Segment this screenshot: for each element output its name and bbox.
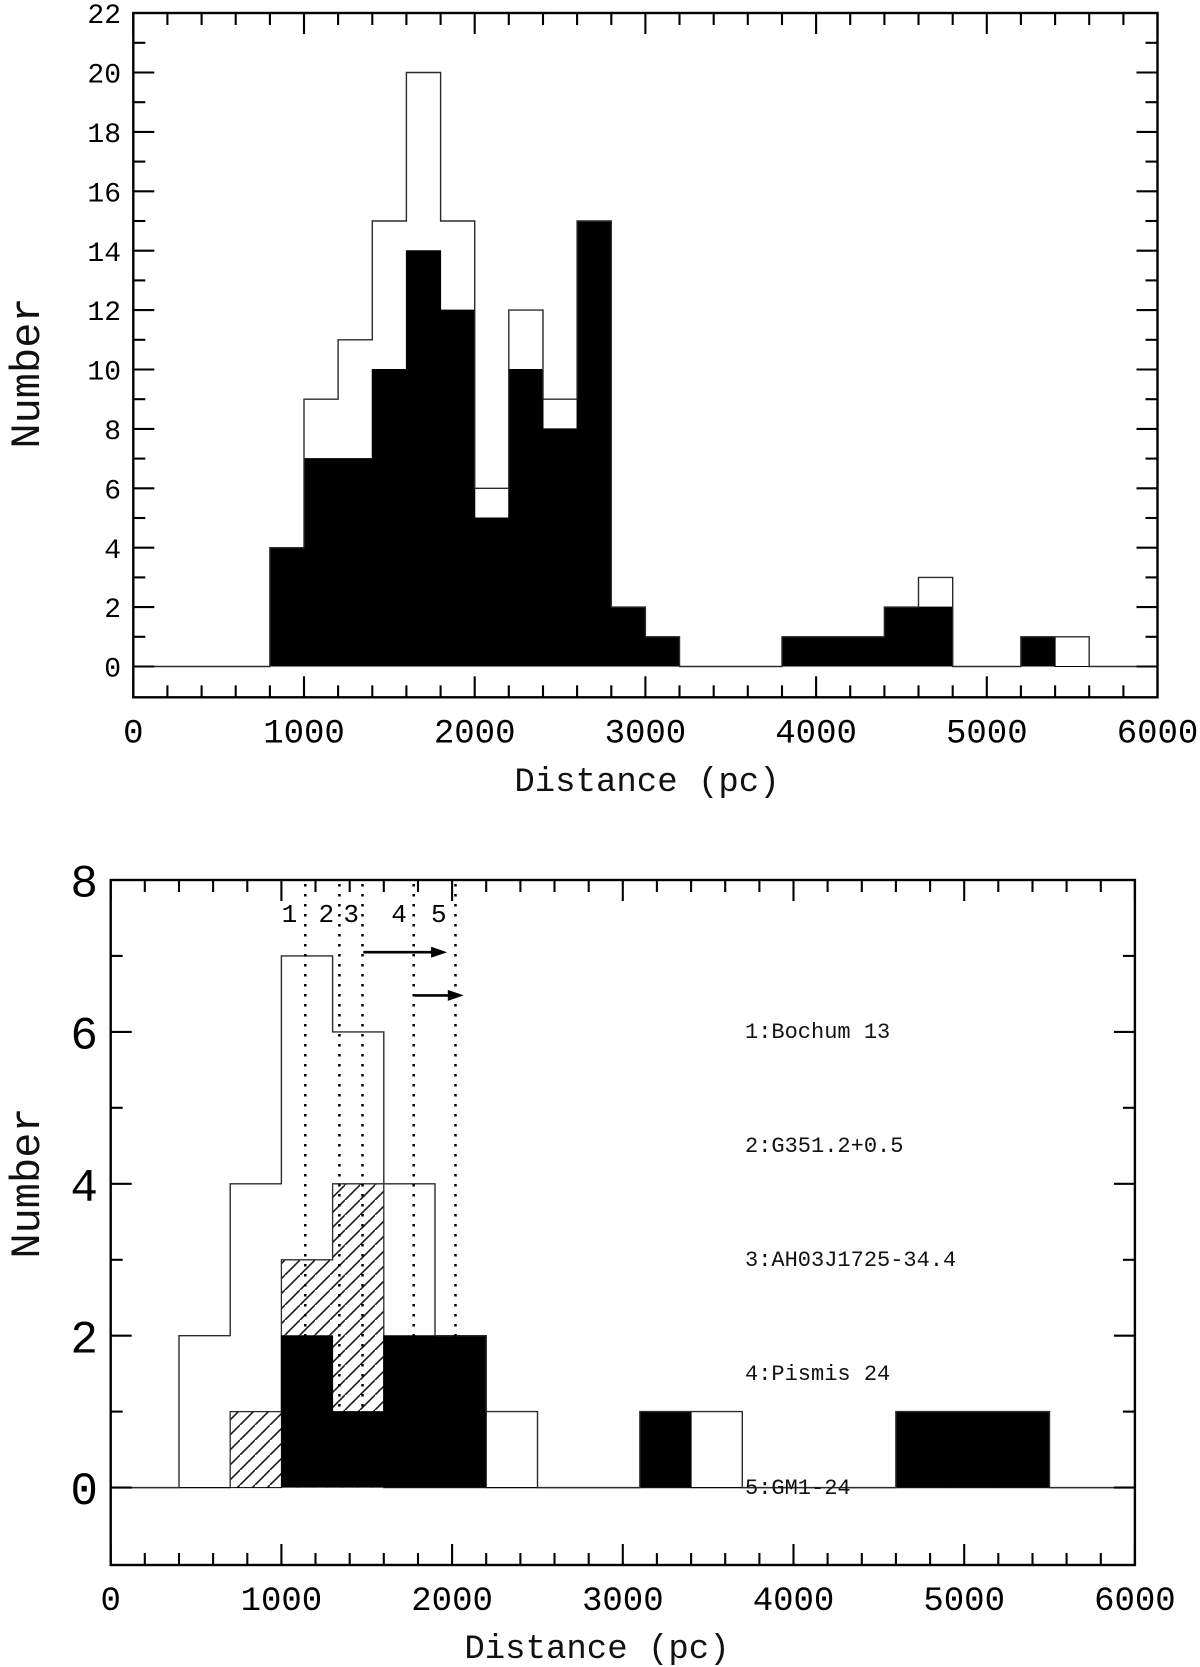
panel-top-filled-bar [884,607,919,666]
x-tick-label: 5000 [923,1583,1006,1621]
panel-top-filled-bar [338,459,373,667]
x-tick-label: 1000 [240,1583,323,1621]
cluster-number-label-5: 5 [430,899,447,930]
cluster-number-label-1: 1 [281,899,298,930]
y-tick-label: 4 [70,1162,98,1215]
y-tick-label: 8 [104,417,121,448]
lower-limit-arrow-1 [363,947,447,958]
y-tick-label: 12 [87,298,121,330]
top-panel-y-axis-title: Number [4,297,52,449]
bottom-panel-y-axis-title: Number [4,1107,52,1259]
y-tick-label: 2 [104,595,121,627]
y-tick-label: 20 [87,60,121,92]
panel-top-filled-bar [474,518,509,667]
panel-top-filled-bar [1021,637,1056,667]
bottom-panel [70,859,1175,1621]
y-tick-label: 18 [87,120,121,151]
top-panel [87,1,1198,753]
y-tick-label: 10 [87,357,121,389]
panel-top-filled-bar [406,251,441,667]
panel-top-filled-bar [645,637,680,667]
panel-top-filled-histogram [133,221,1157,667]
y-tick-label: 14 [87,238,121,270]
cluster-number-label-3: 3 [343,899,360,930]
panel-top-filled-bar [304,459,339,667]
legend-line-3: 3:AH03J1725-34.4 [745,1248,957,1273]
panel-top-filled-bar [440,310,475,666]
panel-top-filled-bar [782,637,817,667]
panel-bottom-x-tick-labels [100,1583,1175,1621]
y-tick-label: 0 [104,654,121,686]
y-tick-label: 0 [70,1466,98,1519]
panel-bottom-hatched-bar [230,1412,282,1488]
panel-bottom-filled-bar [281,1336,333,1488]
x-tick-label: 0 [100,1583,121,1621]
panel-top-filled-bar [918,607,953,666]
cluster-number-label-2: 2 [318,899,335,930]
panel-bottom-y-tick-labels [70,859,98,1519]
top-panel-x-axis-title: Distance (pc) [514,764,780,802]
panel-top-filled-bar [850,637,885,667]
panel-top-filled-bar [543,429,578,667]
y-tick-label: 16 [87,179,121,211]
y-tick-label: 22 [87,1,121,33]
x-tick-label: 3000 [604,715,687,754]
x-tick-label: 3000 [581,1583,664,1621]
panel-bottom-open-outline [111,956,1135,1488]
x-tick-label: 2000 [433,715,516,754]
y-tick-label: 2 [70,1314,98,1367]
legend-line-2: 2:G351.2+0.5 [745,1134,904,1159]
cluster-number-label-4: 4 [391,899,407,930]
panel-top-x-tick-labels [123,715,1198,753]
panel-top-filled-bar [270,548,305,667]
x-tick-label: 1000 [263,715,345,754]
bottom-panel-x-axis-title: Distance (pc) [464,1631,730,1667]
panel-top-y-tick-labels [87,1,121,685]
panel-bottom-filled-bar [435,1336,487,1488]
x-tick-label: 6000 [1094,1583,1176,1621]
panel-bottom-filled-bar [640,1412,692,1488]
panel-top-filled-bar [508,370,543,667]
y-tick-label: 4 [104,535,121,567]
panel-bottom-filled-bar [383,1336,435,1488]
panel-bottom-filled-bar [998,1412,1050,1488]
x-tick-label: 6000 [1116,715,1199,754]
panel-top-filled-bar [577,221,612,667]
x-tick-label: 2000 [411,1583,493,1621]
panel-top-filled-bar [372,370,407,667]
y-tick-label: 6 [104,476,121,508]
x-tick-label: 4000 [752,1583,835,1621]
panel-bottom-open-histogram [111,956,1135,1488]
lower-limit-arrow-2 [415,990,464,1001]
legend-line-4: 4:Pismis 24 [745,1362,891,1387]
legend-line-5: 5:GM1-24 [745,1476,851,1501]
legend-line-1: 1:Bochum 13 [745,1020,891,1045]
panel-top-filled-bar [611,607,646,666]
x-tick-label: 0 [123,715,144,754]
x-tick-label: 5000 [945,715,1028,754]
y-tick-label: 6 [70,1010,98,1063]
cluster-legend [745,938,956,1584]
y-tick-label: 8 [70,858,98,911]
panel-top-filled-bar [816,637,851,667]
x-tick-label: 4000 [775,715,857,754]
